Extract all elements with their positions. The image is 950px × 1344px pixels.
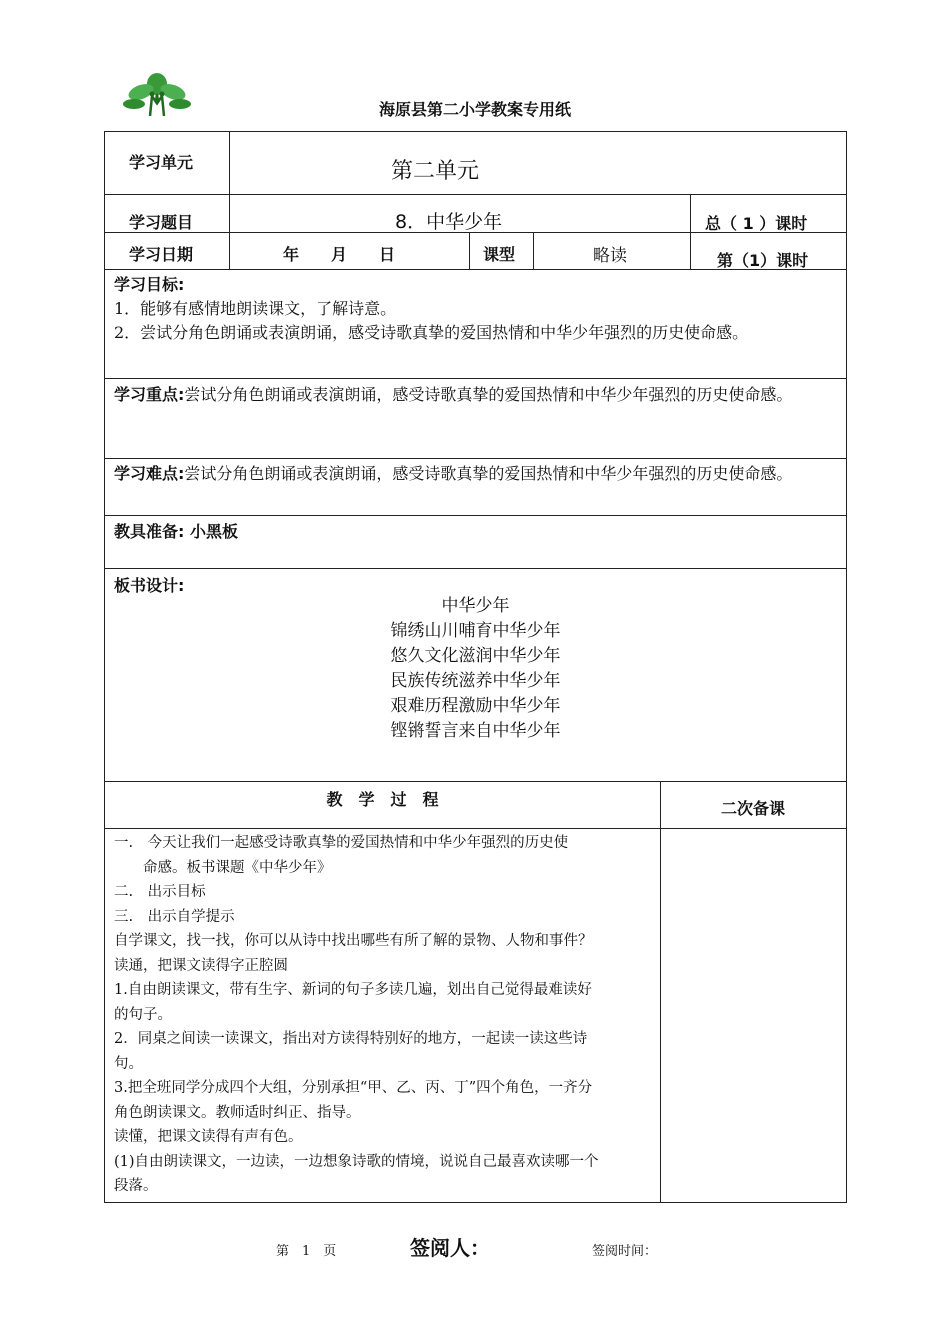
type-label: 课型 <box>483 245 516 264</box>
difficulty-section <box>114 462 839 486</box>
goal-item: 1．能够有感情地朗读课文，了解诗意。 <box>114 299 397 318</box>
total-hours: 总（ 1 ）课时 <box>705 214 808 233</box>
process-line: 2．同桌之间读一读课文，指出对方读得特别好的地方，一起读一读这些诗 <box>114 1031 588 1047</box>
unit-label: 学习单元 <box>129 153 194 172</box>
key-point-text: 尝试分角色朗诵或表演朗诵，感受诗歌真挚的爱国热情和中华少年强烈的历史使命感。 <box>184 385 793 404</box>
goal-item: 2．尝试分角色朗诵或表演朗诵，感受诗歌真挚的爱国热情和中华少年强烈的历史使命感。 <box>114 323 749 342</box>
process-line: 3.把全班同学分成四个大组，分别承担“甲、乙、丙、丁”四个角色，一齐分 <box>114 1080 593 1096</box>
school-title: 海原县第二小学教案专用纸 <box>378 100 571 119</box>
page-number: 第 1 页 <box>276 1244 337 1259</box>
process-line: 一. 今天让我们一起感受诗歌真挚的爱国热情和中华少年强烈的历史使 <box>114 835 569 851</box>
reviewer-label: 签阅人： <box>410 1236 490 1260</box>
process-line: 段落。 <box>114 1178 158 1194</box>
difficulty-text: 尝试分角色朗诵或表演朗诵，感受诗歌真挚的爱国热情和中华少年强烈的历史使命感。 <box>184 464 793 483</box>
board-line: 锦绣山川哺育中华少年 <box>390 621 561 641</box>
process-line: 二. 出示目标 <box>114 884 206 900</box>
date-label: 学习日期 <box>129 245 194 264</box>
lesson-plan-table <box>104 131 847 1203</box>
board-line: 艰难历程激励中华少年 <box>390 696 561 716</box>
period: 第（1）课时 <box>717 251 809 270</box>
tools-section <box>114 519 238 542</box>
process-header: 教 学 过 程 <box>326 790 439 809</box>
difficulty-label: 学习难点: <box>114 464 185 483</box>
topic-label: 学习题目 <box>129 213 194 232</box>
process-line: 读懂，把课文读得有声有色。 <box>114 1129 303 1145</box>
review-time-label: 签阅时间： <box>592 1244 658 1259</box>
process-line: 1.自由朗读课文，带有生字、新词的句子多读几遍，划出自己觉得最难读好 <box>114 982 592 998</box>
second-prep-header: 二次备课 <box>720 799 785 818</box>
key-point-label: 学习重点: <box>114 385 185 404</box>
date-value: 年 月 日 <box>283 245 396 264</box>
board-lines <box>105 594 846 744</box>
goals-label: 学习目标: <box>114 275 185 294</box>
tools-label: 教具准备: <box>114 522 185 541</box>
board-line: 悠久文化滋润中华少年 <box>390 646 561 666</box>
goals-section <box>114 273 839 345</box>
board-line: 铿锵誓言来自中华少年 <box>390 721 561 741</box>
board-line: 中华少年 <box>441 596 510 616</box>
board-label: 板书设计: <box>114 576 185 595</box>
process-line: 三. 出示自学提示 <box>114 908 235 925</box>
tools-text: 小黑板 <box>189 522 238 541</box>
process-line: 角色朗读课文。教师适时纠正、指导。 <box>114 1104 361 1121</box>
process-line: 读通，把课文读得字正腔圆 <box>114 957 288 974</box>
process-line: (1)自由朗读课文，一边读，一边想象诗歌的情境，说说自己最喜欢读哪一个 <box>114 1153 599 1170</box>
process-line: 的句子。 <box>114 1006 172 1023</box>
key-point-section <box>114 383 839 407</box>
process-body <box>114 831 659 1199</box>
process-line: 自学课文，找一找，你可以从诗中找出哪些有所了解的景物、人物和事件？ <box>114 933 593 949</box>
board-line: 民族传统滋养中华少年 <box>390 671 561 691</box>
unit-value: 第二单元 <box>391 159 480 184</box>
process-line: 句。 <box>114 1055 143 1072</box>
type-value: 略读 <box>593 246 627 266</box>
topic-value: 8．中华少年 <box>395 211 503 233</box>
process-line: 命感。板书课题《中华少年》 <box>114 859 332 876</box>
